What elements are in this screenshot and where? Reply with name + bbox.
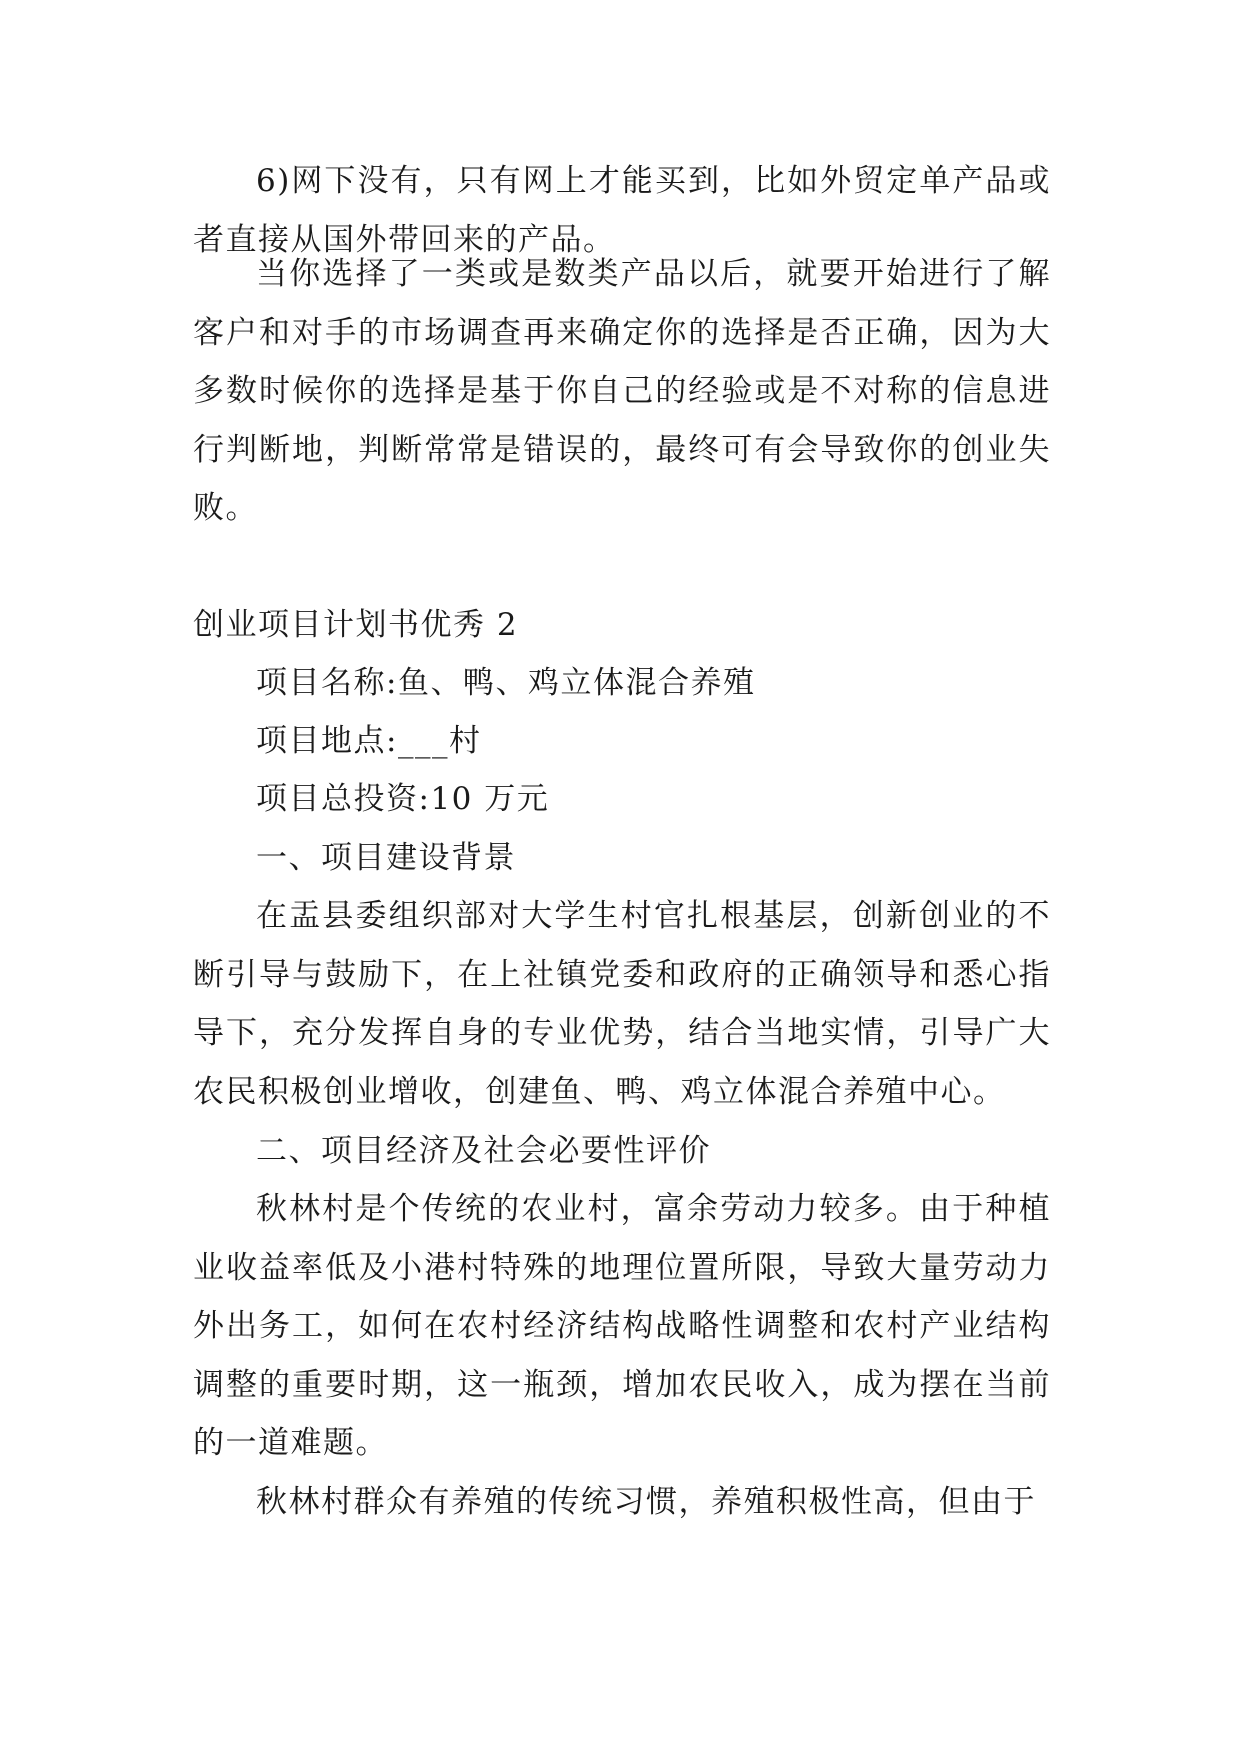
project-location: 项目地点:___村 xyxy=(256,723,482,759)
paragraph-economy-2: 秋林村群众有养殖的传统习惯，养殖积极性高，但由于 xyxy=(256,1484,1036,1520)
project-name: 项目名称:鱼、鸭、鸡立体混合养殖 xyxy=(256,665,756,701)
section-title: 创业项目计划书优秀 2 xyxy=(193,607,519,643)
paragraph-online-only-products: 6)网下没有，只有网上才能买到，比如外贸定单产品或者直接从国外带回来的产品。 xyxy=(193,163,1051,258)
paragraph-market-research: 当你选择了一类或是数类产品以后，就要开始进行了解客户和对手的市场调查再来确定你的选择是否正确，因为大多数时候你的选择是基于你自己的经验或是不对称的信息进行判断地，判断常常是错误的，最终可有会导致你的创业失败。 xyxy=(193,256,1051,526)
project-investment: 项目总投资:10 万元 xyxy=(256,781,550,817)
heading-project-background: 一、项目建设背景 xyxy=(256,840,516,876)
paragraph-economy-1: 秋林村是个传统的农业村，富余劳动力较多。由于种植业收益率低及小港村特殊的地理位置所限，导致大量劳动力外出务工，如何在农村经济结构战略性调整和农村产业结构调整的重要时期，这一瓶颈，增加农民收入，成为摆在当前的一道难题。 xyxy=(193,1191,1051,1461)
paragraph-background: 在盂县委组织部对大学生村官扎根基层，创新创业的不断引导与鼓励下，在上社镇党委和政府的正确领导和悉心指导下，充分发挥自身的专业优势，结合当地实情，引导广大农民积极创业增收，创建鱼、鸭、鸡立体混合养殖中心。 xyxy=(193,898,1051,1110)
heading-economic-evaluation: 二、项目经济及社会必要性评价 xyxy=(256,1133,711,1169)
